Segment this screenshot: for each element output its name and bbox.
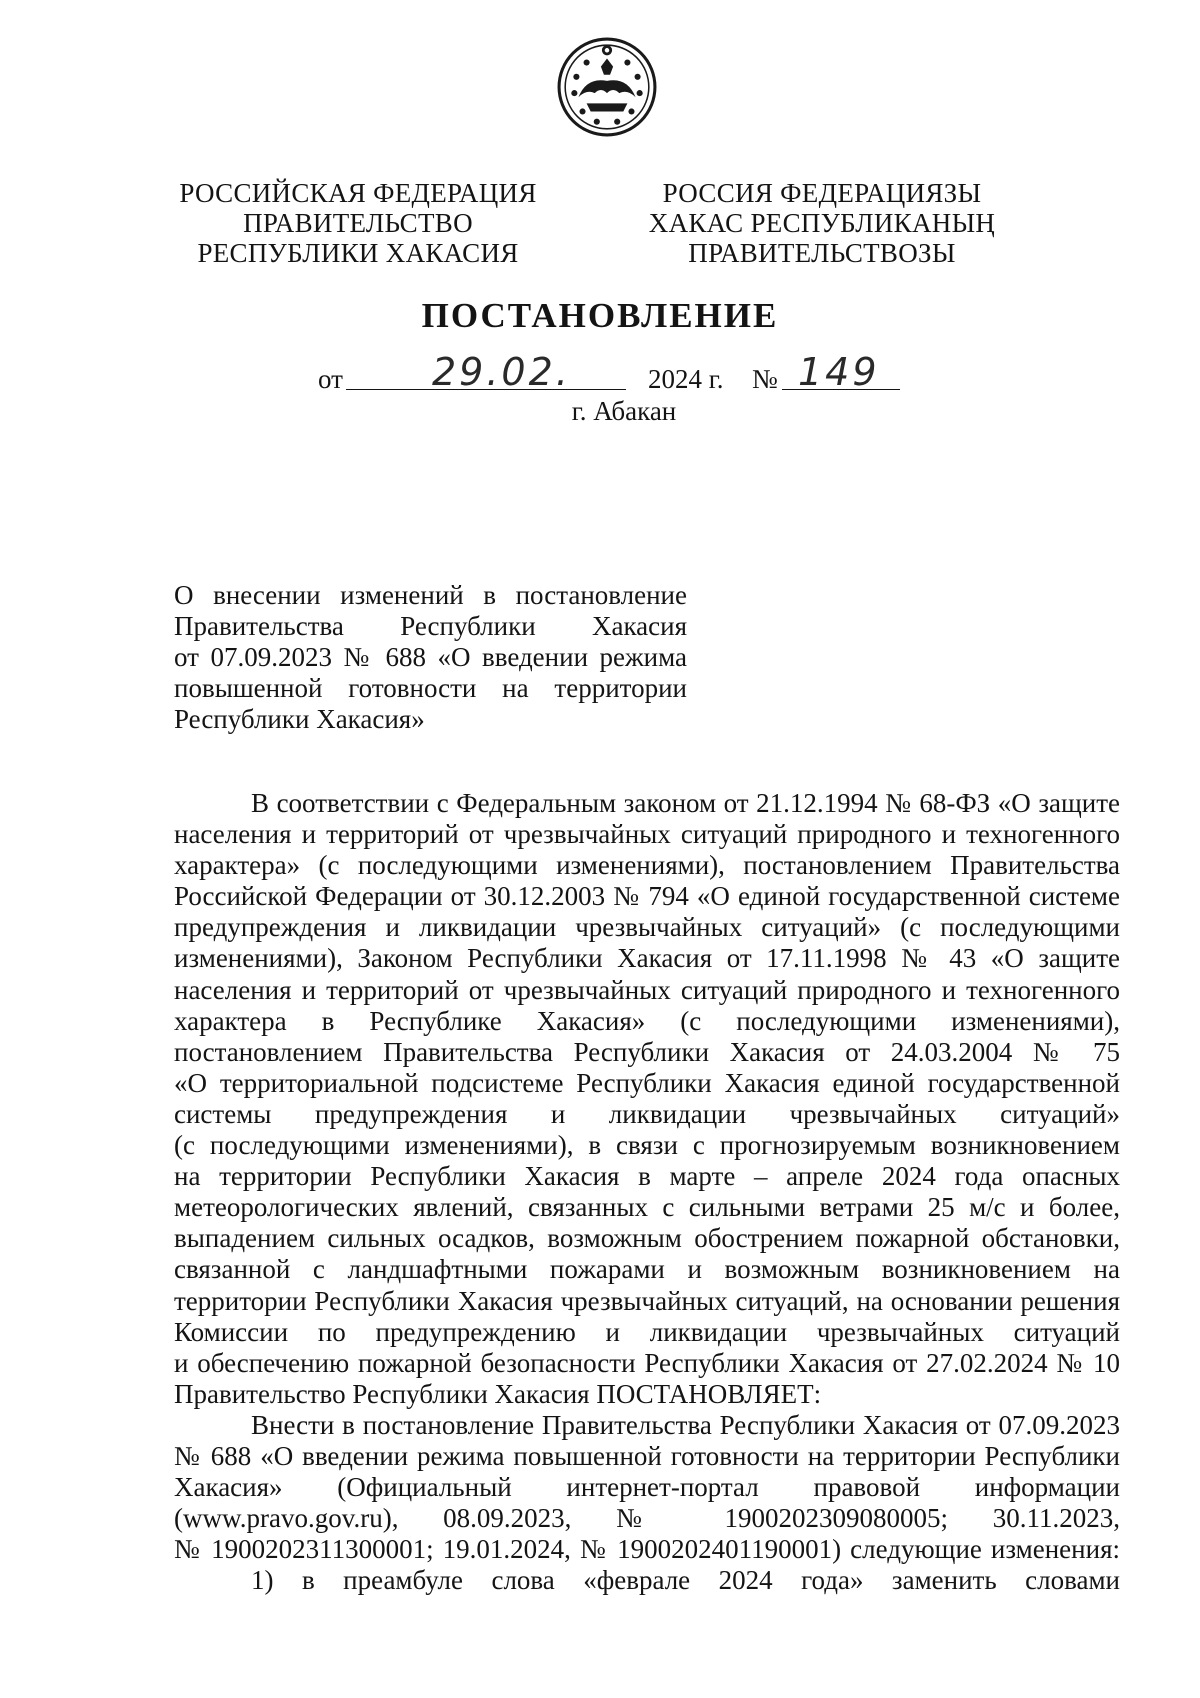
body-line: В соответствии с Федеральным законом от 21.12.1994 № 68-ФЗ «О защите (251, 788, 1120, 818)
body-line: выпадением сильных осадков, возможным обострением пожарной обстановки, (174, 1223, 1120, 1254)
header-line: ХАКАС РЕСПУБЛИКАНЫҢ (648, 208, 996, 238)
body-line: системы предупреждения и ликвидации чрезвычайных ситуаций» (174, 1098, 1120, 1129)
header-line: РЕСПУБЛИКИ ХАКАСИЯ (197, 238, 519, 268)
city-label: г. Абакан (571, 396, 677, 426)
body-line: (www.pravo.gov.ru), 08.09.2023, № 1900202309080005; 30.11.2023, (174, 1503, 1120, 1534)
body-line: связанной с ландшафтными пожарами и возможным возникновением на (174, 1254, 1120, 1285)
header-line: ПРАВИТЕЛЬСТВОЗЫ (688, 238, 956, 268)
body-line: (с последующими изменениями), в связи с прогнозируемым возникновением (174, 1130, 1120, 1161)
body-line: территории Республики Хакасия чрезвычайных ситуаций, на основании решения (174, 1285, 1120, 1316)
body-line: Хакасия» (Официальный интернет-портал правовой информации (174, 1472, 1120, 1503)
body-line: 1) в преамбуле слова «феврале 2024 года» заменить словами (251, 1565, 1120, 1596)
body-line: Правительство Республики Хакасия ПОСТАНОВЛЯЕТ: (174, 1378, 822, 1409)
body-line: Комиссии по предупреждению и ликвидации чрезвычайных ситуаций (174, 1316, 1120, 1347)
handwritten-number: 149 (798, 350, 880, 394)
number-sign: № (752, 364, 778, 394)
republic-emblem-icon (556, 36, 658, 138)
body-line: метеорологических явлений, связанных с сильными ветрами 25 м/с и более, (174, 1192, 1120, 1223)
header-khakas (612, 178, 1032, 268)
body-line: населения и территорий от чрезвычайных ситуаций природного и техногенного (174, 974, 1120, 1005)
body-line: «О территориальной подсистеме Республики Хакасия единой государственной (174, 1067, 1120, 1098)
subject-line: О внесении изменений в постановление (174, 580, 687, 610)
header-russian (148, 178, 568, 268)
subject-line: от 07.09.2023 № 688 «О введении режима (174, 642, 687, 672)
document-type-title: ПОСТАНОВЛЕНИЕ (421, 296, 779, 335)
document-body (174, 788, 1120, 1596)
header-line: РОССИЯ ФЕДЕРАЦИЯЗЫ (662, 178, 982, 208)
body-line: характера в Республике Хакасия» (с последующими изменениями), (174, 1005, 1120, 1036)
body-line: Российской Федерации от 30.12.2003 № 794 «О единой государственной системе (174, 881, 1120, 912)
handwritten-date: 29.02. (432, 350, 571, 394)
header-line: РОССИЙСКАЯ ФЕДЕРАЦИЯ (179, 178, 537, 208)
subject-line: Правительства Республики Хакасия (174, 611, 687, 641)
body-line: № 688 «О введении режима повышенной готовности на территории Республики (174, 1440, 1120, 1471)
subject-line: повышенной готовности на территории (174, 673, 687, 703)
year-label: 2024 г. (648, 364, 724, 394)
body-line: и обеспечению пожарной безопасности Республики Хакасия от 27.02.2024 № 10 (174, 1347, 1120, 1378)
body-line: № 1900202311300001; 19.01.2024, № 1900202401190001) следующие изменения: (174, 1534, 1120, 1565)
body-line: предупреждения и ликвидации чрезвычайных ситуаций» (с последующими (174, 912, 1120, 943)
body-line: населения и территорий от чрезвычайных ситуаций природного и техногенного (174, 819, 1120, 850)
document-subject (174, 580, 687, 735)
header-line: ПРАВИТЕЛЬСТВО (243, 208, 473, 238)
body-line: характера» (с последующими изменениями), постановлением Правительства (174, 850, 1120, 881)
subject-line: Республики Хакасия» (174, 704, 425, 734)
date-prefix: от (318, 364, 343, 394)
body-line: на территории Республики Хакасия в марте – апреле 2024 года опасных (174, 1161, 1120, 1192)
body-line: изменениями), Законом Республики Хакасия от 17.11.1998 № 43 «О защите (174, 943, 1120, 974)
body-line: постановлением Правительства Республики Хакасия от 24.03.2004 № 75 (174, 1036, 1120, 1067)
body-line: Внести в постановление Правительства Республики Хакасия от 07.09.2023 (251, 1409, 1120, 1440)
